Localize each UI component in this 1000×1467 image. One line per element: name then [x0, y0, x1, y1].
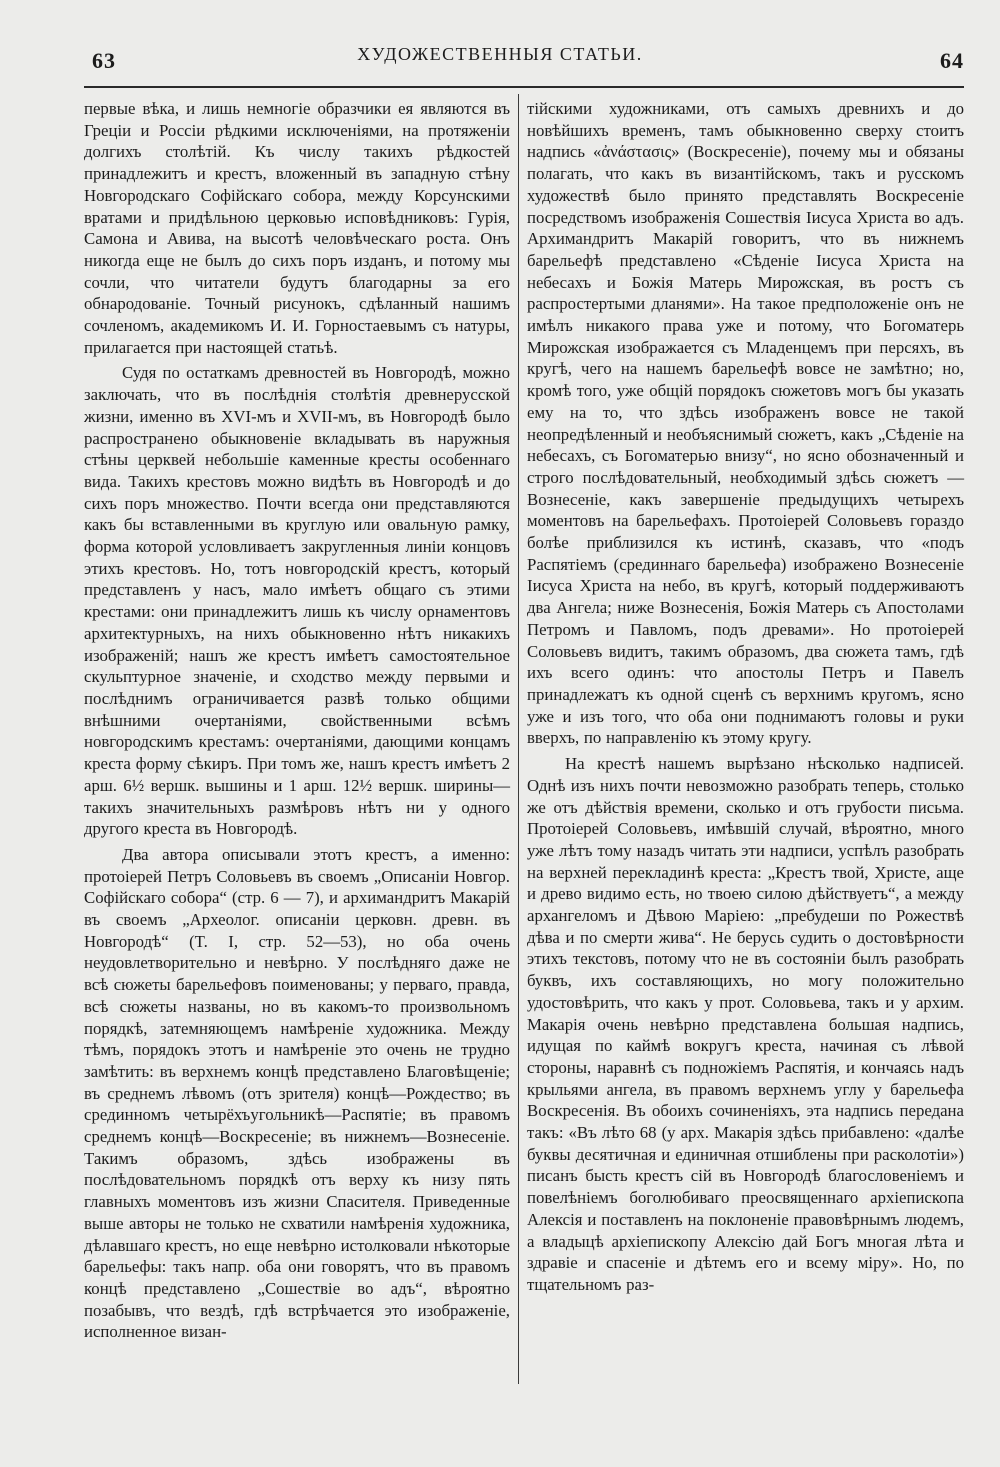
right-paragraph-2: На крестѣ нашемъ вырѣзано нѣсколько надписей. Однѣ изъ нихъ почти невозможно разобрать теперь, столько же отъ дѣйствія времени, сколько и отъ грубости письма. Протоіерей Соловьевъ, имѣвшій случай, вѣроятно, много уже лѣтъ тому назадъ читать эти надписи, успѣлъ разобрать на верхней перекладинѣ креста: „Крестъ твой, Христе, аще и древо видимо есть, но твоею силою дѣйствуетъ“, а между архангеломъ и Дѣвою Маріею: „пребудеши по Рожествѣ дѣва и по смерти жива“. Не берусь судить о достовѣрности этихъ текстовъ, потому что не въ состояніи былъ разобрать буквъ, ихъ составляющихъ, но могу положительно удостовѣрить, что какъ у прот. Соловьева, такъ и у архим. Макарія очень невѣрно представлена большая надпись, идущая по каймѣ вокругъ креста, начиная съ лѣвой стороны, наравнѣ съ подножіемъ Распятія, и кончаясь надъ крыльями ангела, въ правомъ верхнемъ углу у барельефа Воскресенія. Въ обоихъ сочиненіяхъ, эта надпись передана такъ: «Въ лѣто 68 (у арх. Макарія здѣсь прибавлено: «далѣе буквы десятичная и единичная отшиблены при расколотіи») писанъ бысть крестъ сій въ Новгородѣ благословеніемъ и повелѣніемъ боголюбиваго преосвященнаго архіепископа Алексія и поставленъ на поклоненіе правовѣрнымъ людемъ, а владыцѣ архіепископу Алексію дай Богъ многая лѣта и здравіе и спасеніе и дѣтемъ его и всему міру». Но, по тщательномъ раз- [527, 754, 964, 1294]
page-number-left: 63 [92, 48, 116, 73]
left-paragraph-1: первые вѣка, и лишь немногіе образчики ея являются въ Греціи и Россіи рѣдкими исключеніями, на протяженіи долгихъ столѣтій. Къ числу такихъ рѣдкостей принадлежитъ и крестъ, вложенный въ западную стѣну Новгородскаго Софійскаго собора, между Корсунскими вратами и придѣльною церковью исповѣдниковъ: Гурія, Самона и Авива, на высотѣ человѣческаго роста. Онъ никогда еще не былъ до сихъ поръ изданъ, и потому мы сочли, что читатели будутъ благодарны за его обнародованіе. Точный рисунокъ, сдѣланный нашимъ сочленомъ, академикомъ И. И. Горностаевымъ съ натуры, прилагается при настоящей статьѣ. [84, 99, 510, 357]
column-divider [518, 94, 519, 1384]
page-number-right: 64 [940, 48, 964, 73]
left-paragraph-2: Судя по остаткамъ древностей въ Новгородѣ, можно заключать, что въ послѣднія столѣтія древнерусской жизни, именно въ XVI-мъ и XVII-мъ, въ Новгородѣ было распространено обыкновеніе вкладывать въ наружныя стѣны церквей небольшіе каменные кресты особеннаго вида. Такихъ крестовъ можно видѣть въ Новгородѣ и до сихъ поръ множество. Почти всегда они представляются какъ бы вставленными въ круглую или овальную рамку, форма которой условливаетъ закругленныя линіи концовъ этихъ крестовъ. Но, тотъ новгородскій крестъ, который представленъ у насъ, мало имѣетъ общаго съ этими крестами: они принадлежитъ лишь къ числу орнаментовъ архитектурныхъ, на нихъ обыкновенно нѣтъ никакихъ изображеній; нашъ же крестъ имѣетъ самостоятельное скульптурное значеніе, и сходство между первыми и послѣднимъ ограничивается развѣ только общими внѣшними очертаніями, свойственными всѣмъ новгородскимъ крестамъ: очертаніями, дающими концамъ креста форму сѣкиръ. При томъ же, нашъ крестъ имѣетъ 2 арш. 6½ вершк. вышины и 1 арш. 12½ вершк. ширины—такихъ значительныхъ размѣровъ нѣтъ ни у одного другого креста въ Новгородѣ. [84, 363, 510, 839]
running-title: ХУДОЖЕСТВЕННЫЯ СТАТЬИ. [357, 44, 643, 64]
right-paragraph-1: тійскими художниками, отъ самыхъ древнихъ и до новѣйшихъ временъ, тамъ обыкновенно сверху стоитъ надпись «ἀνάστασις» (Воскресеніе), почему мы и обязаны полагать, что какъ въ византійскомъ, такъ и русскомъ художествѣ было принято представлять Воскресеніе посредствомъ изображенія Сошествія Іисуса Христа во адъ. Архимандритъ Макарій говоритъ, что въ нижнемъ барельефѣ представлено «Сѣденіе Іисуса Христа на небесахъ и Божія Матерь Мирожская, въ ростъ съ распростертыми дланями». На такое предположеніе онъ не имѣлъ никакого права уже и потому, что Богоматерь Мирожская изображается съ Младенцемъ при персяхъ, въ кругѣ, чего на нашемъ барельефѣ вовсе не замѣтно; но, кромѣ того, уже общій порядокъ сюжетовъ могъ бы указать ему на то, что здѣсь изображенъ вовсе не такой неопредѣленный и необъяснимый сюжетъ, какъ „Сѣденіе на небесахъ, съ Богоматерью внизу“, но ясно обозначенный и строго послѣдовательный, необходимый здѣсь сюжетъ — Вознесеніе, какъ завершеніе предыдущихъ четырехъ моментовъ на барельефахъ. Протоіерей Соловьевъ гораздо болѣе приблизился къ истинѣ, сказавъ, что «подъ Распятіемъ (срединнаго барельефа) изображено Вознесеніе Іисуса Христа на небо, въ кругѣ, который поддерживаютъ два Ангела; ниже Вознесенія, Божія Матерь съ Апостолами Петромъ и Павломъ, подъ древами». Но протоіерей Соловьевъ видитъ, такимъ образомъ, два сюжета тамъ, гдѣ ихъ всего одинъ: что апостолы Петръ и Павелъ принадлежатъ къ одной сценѣ съ верхнимъ кругомъ, ясно уже и изъ того, что оба они поднимаютъ головы и руки вверхъ, по направленію къ этому кругу. [527, 99, 964, 748]
running-header [0, 38, 1000, 78]
left-paragraph-3: Два автора описывали этотъ крестъ, а именно: протоіерей Петръ Соловьевъ въ своемъ „Описаніи Новгор. Софійскаго собора“ (стр. 6 — 7), и архимандритъ Макарій въ своемъ „Археолог. описаніи церковн. древн. въ Новгородѣ“ (T. I, стр. 52—53), но оба очень неудовлетворительно и невѣрно. У послѣдняго даже не всѣ сюжеты барельефовъ поименованы; у перваго, правда, всѣ сюжеты названы, но въ какомъ-то произвольномъ порядкѣ, затемняющемъ намѣреніе художника. Между тѣмъ, порядокъ этотъ и намѣреніе это очень не трудно замѣтить: въ верхнемъ концѣ представлено Благовѣщеніе; въ среднемъ лѣвомъ (отъ зрителя) концѣ—Рождество; въ срединномъ четырёхъугольникѣ—Распятіе; въ правомъ среднемъ концѣ—Воскресеніе; въ нижнемъ—Вознесеніе. Такимъ образомъ, здѣсь изображены въ послѣдовательномъ порядкѣ отъ верху къ низу пять главныхъ моментовъ изъ жизни Спасителя. Приведенные выше авторы не только не схватили намѣренія художника, дѣлавшаго крестъ, но еще невѣрно истолковали нѣкоторые барельефы: такъ напр. оба они говорятъ, что въ правомъ концѣ представлено „Сошествіе во адъ“, вѣроятно позабывъ, что вездѣ, гдѣ встрѣчается это изображеніе, исполненное визан- [84, 844, 510, 1342]
left-column [84, 98, 510, 1343]
header-rule [84, 86, 964, 88]
right-column [527, 98, 964, 1296]
